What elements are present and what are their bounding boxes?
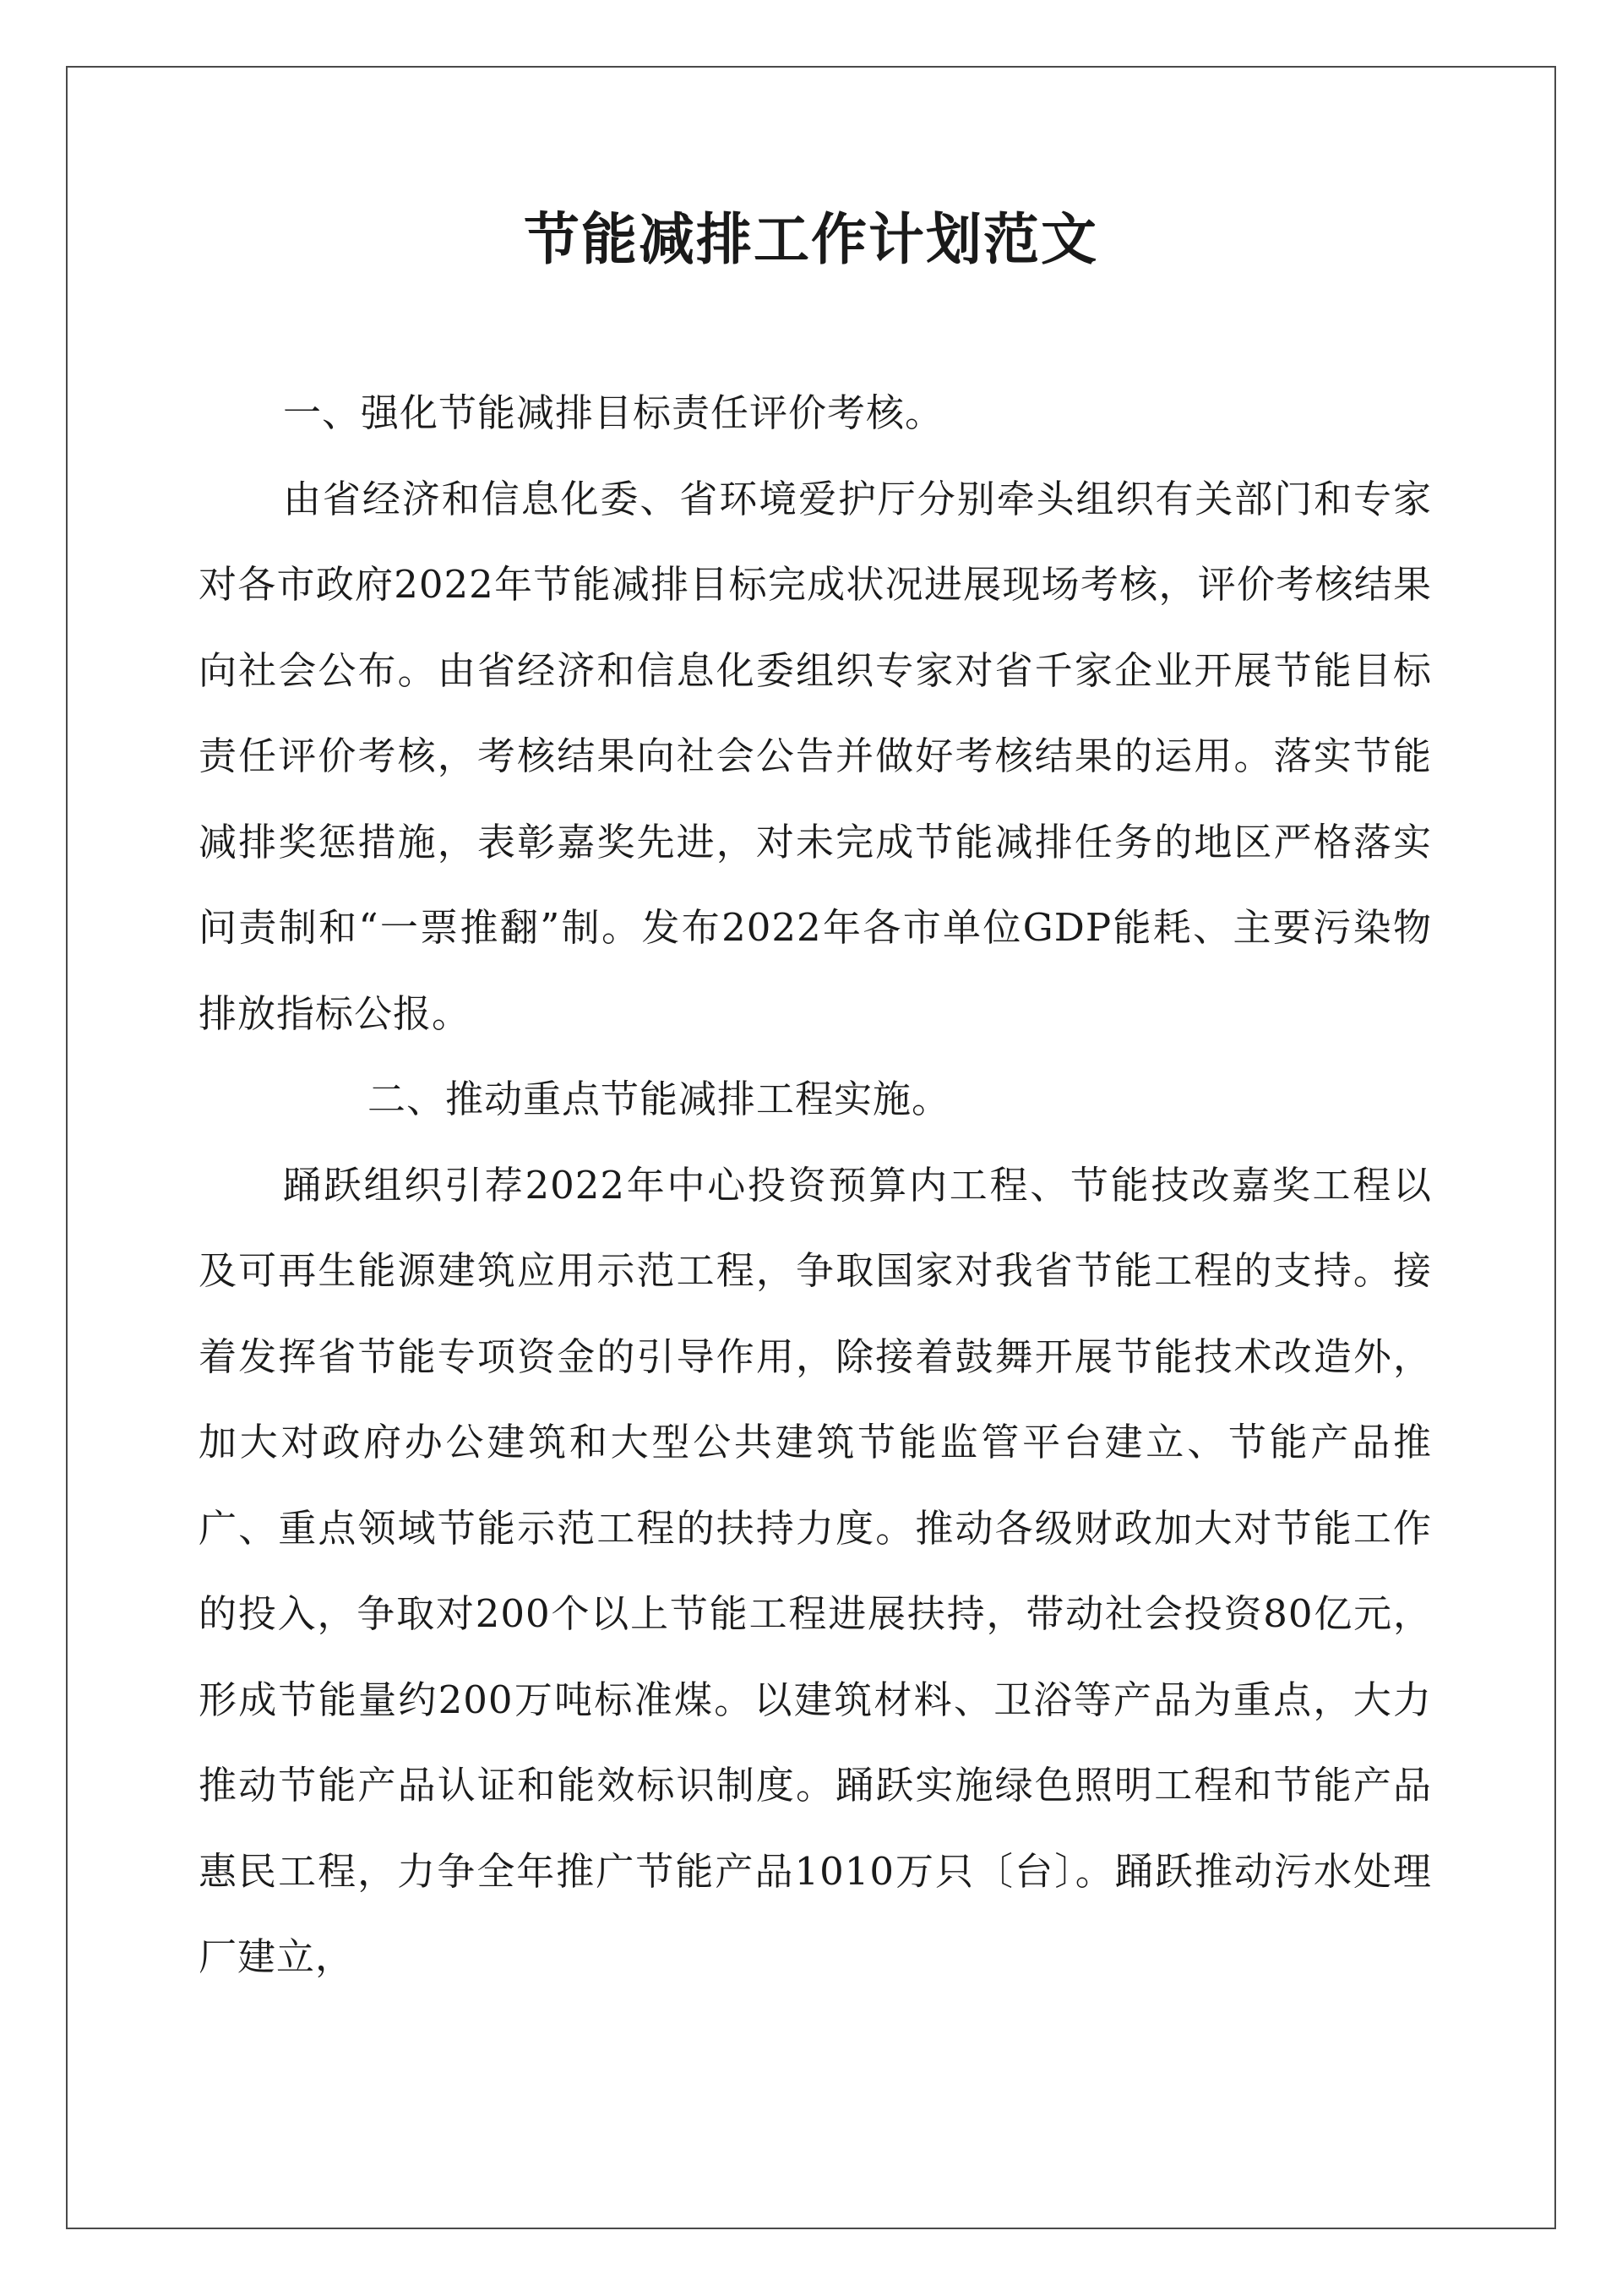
section-2-heading: 二、推动重点节能减排工程实施。	[367, 1077, 951, 1121]
section-1-body: 由省经济和信息化委、省环境爱护厅分别牵头组织有关部门和专家对各市政府2022年节能减排目标完成状况进展现场考核，评价考核结果向社会公布。由省经济和信息化委组织专家对省千家企业开展节能目标责任评价考核，考核结果向社会公告并做好考核结果的运用。落实节能减排奖惩措施，表彰嘉奖先进，对未完成节能减排任务的地区严格落实问责制和“一票推翻”制。发布2022年各市单位GDP能耗、主要污染物排放指标公报。	[199, 476, 1432, 1036]
document-title: 节能减排工作计划范文	[524, 206, 1098, 272]
document-body	[199, 370, 1432, 2000]
section-2-body: 踊跃组织引荐2022年中心投资预算内工程、节能技改嘉奖工程以及可再生能源建筑应用示范工程，争取国家对我省节能工程的支持。接着发挥省节能专项资金的引导作用，除接着鼓舞开展节能技术改造外，加大对政府办公建筑和大型公共建筑节能监管平台建立、节能产品推广、重点领域节能示范工程的扶持力度。推动各级财政加大对节能工作的投入，争取对200个以上节能工程进展扶持，带动社会投资80亿元，形成节能量约200万吨标准煤。以建筑材料、卫浴等产品为重点，大力推动节能产品认证和能效标识制度。踊跃实施绿色照明工程和节能产品惠民工程，力争全年推广节能产品1010万只〔台〕。踊跃推动污水处理厂建立，	[199, 1162, 1432, 1979]
section-1-heading: 一、强化节能减排目标责任评价考核。	[283, 390, 944, 435]
